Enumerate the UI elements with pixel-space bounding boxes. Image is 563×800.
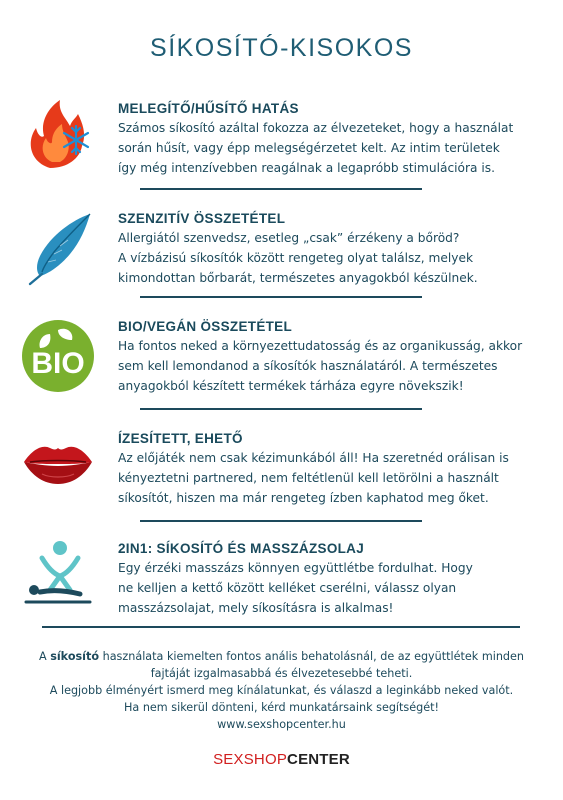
footer [0, 648, 563, 733]
bio-leaf-icon [20, 318, 96, 394]
highlight-word: síkosító [50, 650, 100, 663]
section-text: Számos síkosító azáltal fokozza az élvezeteket, hogy a használat során hűsít, vagy épp melegségérzetet kelt. Az intim területek így még intenzívebben reagálnak a legapróbb stimulációra is. [118, 121, 514, 175]
divider [140, 188, 422, 190]
section-text: Az előjáték nem csak kézimunkából áll! Ha szeretnéd orálisan is kényeztetni partnered, nem feltétlenül kell letörölni a használt síkosítót, hiszen ma már rengeteg ízben kaphatod meg őket. [118, 451, 509, 505]
section-heading: 2IN1: SÍKOSÍTÓ ÉS MASSZÁZSOLAJ [118, 541, 365, 556]
footer-url[interactable]: www.sexshopcenter.hu [217, 718, 346, 731]
flame-snowflake-icon [20, 96, 96, 172]
massage-icon [20, 538, 96, 614]
footer-line: Ha nem sikerül dönteni, kérd munkatársaink segítségét! [124, 701, 439, 714]
page-title: SÍKOSÍTÓ-KISOKOS [150, 34, 413, 62]
divider [140, 520, 422, 522]
section-heading: ÍZESÍTETT, EHETŐ [118, 431, 243, 446]
bottom-divider [42, 626, 520, 628]
lips-icon [20, 424, 96, 500]
section-text: Ha fontos neked a környezettudatosság és az organikusság, akkor sem kell lemondanod a síkosítók használatáról. A természetes anyagokból készített termékek tárháza egyre növekszik! [118, 339, 523, 393]
divider [140, 408, 422, 410]
section-heading: MELEGÍTŐ/HŰSÍTŐ HATÁS [118, 101, 299, 116]
section-heading: BIO/VEGÁN ÖSSZETÉTEL [118, 319, 293, 334]
footer-line: A síkosító használata kiemelten fontos anális behatolásnál, de az együttlétek minden [38, 650, 525, 663]
svg-text:BIO: BIO [31, 347, 85, 380]
footer-line: A legjobb élményért ismerd meg kínálatunkat, és válaszd a leginkább neked valót. [49, 684, 514, 697]
sexshopcenter-logo: SEXSHOPCENTER [213, 751, 350, 768]
section-text: Allergiától szenvedsz, esetleg „csak” érzékeny a bőröd? A vízbázisú síkosítók között rengeteg olyat találsz, melyek kimondottan bőrbarát, természetes anyagokból készülnek. [118, 231, 478, 285]
section-text: Egy érzéki masszázs könnyen együttlétbe fordulhat. Hogy ne kelljen a kettő között kelléket cserélni, válassz olyan masszázsolajat, mely síkosításra is alkalmas! [118, 561, 473, 615]
feather-icon [20, 210, 96, 286]
footer-line: fajtáját izgalmasabbá és élvezetesebbé teheti. [150, 667, 413, 680]
section-heading: SZENZITÍV ÖSSZETÉTEL [118, 211, 286, 226]
divider [140, 296, 422, 298]
